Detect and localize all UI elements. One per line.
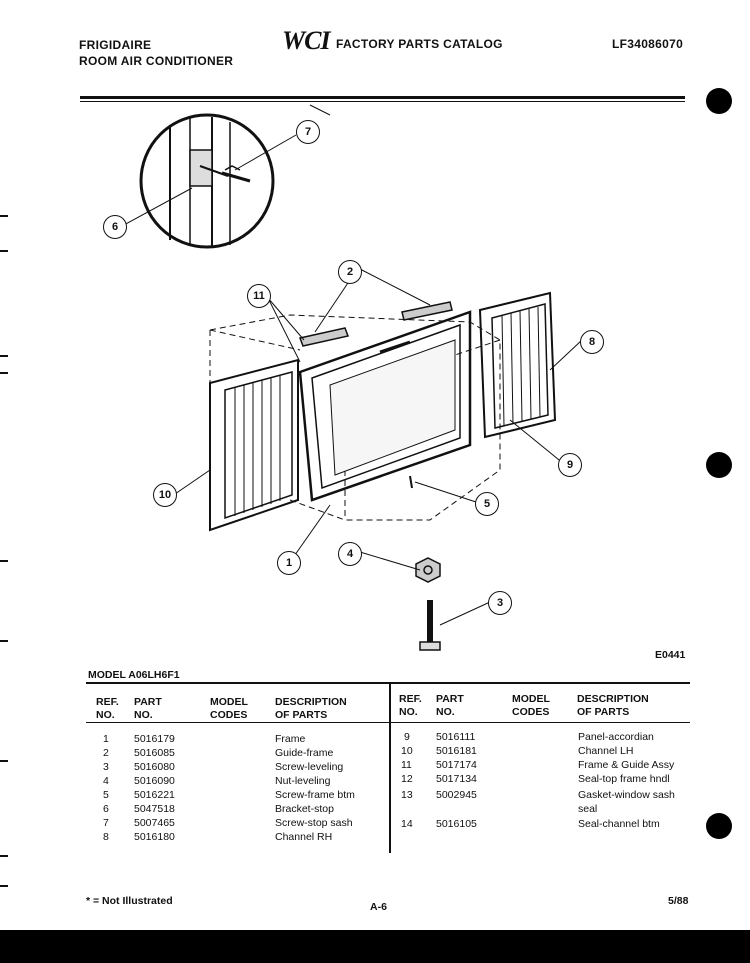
wci-logo: WCI [282, 26, 330, 55]
ref-no: 4 [103, 775, 109, 787]
table-top-rule [86, 682, 690, 684]
ref-no: 12 [401, 773, 413, 785]
brand-name: FRIGIDAIRE [79, 38, 152, 52]
part-no: 5047518 [134, 803, 175, 815]
callout-4: 4 [338, 542, 362, 566]
ref-no: 9 [404, 731, 410, 743]
binder-hole-bottom [706, 813, 732, 839]
diagram-code: E0441 [655, 649, 686, 661]
description: seal [578, 803, 598, 815]
header-rule [80, 96, 685, 99]
ref-no: 1 [103, 733, 109, 745]
catalog-number: LF34086070 [612, 37, 684, 51]
catalog-title: FACTORY PARTS CATALOG [336, 37, 503, 51]
callout-11: 11 [247, 284, 271, 308]
part-no: 5016080 [134, 761, 175, 773]
description: Gasket-window sash [578, 789, 675, 801]
description: Bracket-stop [275, 803, 334, 815]
scan-bottom-edge [0, 930, 750, 963]
part-no: 5007465 [134, 817, 175, 829]
part-no: 5002945 [436, 789, 477, 801]
callout-2: 2 [338, 260, 362, 284]
description: Screw-leveling [275, 761, 344, 773]
footer-note: * = Not Illustrated [86, 895, 173, 907]
ref-no: 5 [103, 789, 109, 801]
callout-9: 9 [558, 453, 582, 477]
part-no: 5016085 [134, 747, 175, 759]
callout-5: 5 [475, 492, 499, 516]
part-no: 5016105 [436, 818, 477, 830]
table-column-divider [389, 683, 391, 853]
ref-no: 14 [401, 818, 413, 830]
col-description-header: DESCRIPTION OF PARTS [275, 696, 347, 721]
col-part-no-header: PART NO. [134, 696, 162, 721]
description: Seal-top frame hndl [578, 773, 670, 785]
col-part-no-header-right: PART NO. [436, 693, 464, 718]
part-no: 5016090 [134, 775, 175, 787]
ref-no: 11 [401, 759, 412, 771]
ref-no: 3 [103, 761, 109, 773]
exploded-parts-diagram [0, 100, 750, 670]
description: Guide-frame [275, 747, 334, 759]
scan-mark [0, 760, 8, 762]
description: Panel-accordian [578, 731, 654, 743]
col-model-codes-header-right: MODEL CODES [512, 693, 550, 718]
col-ref-no-header: REF. NO. [96, 696, 119, 721]
model-label: MODEL A06LH6F1 [88, 669, 180, 681]
callout-3: 3 [488, 591, 512, 615]
description: Frame [275, 733, 306, 745]
part-no: 5016179 [134, 733, 175, 745]
col-ref-no-header-right: REF. NO. [399, 693, 422, 718]
ref-no: 6 [103, 803, 109, 815]
part-no: 5017174 [436, 759, 477, 771]
description: Frame & Guide Assy [578, 759, 675, 771]
callout-10: 10 [153, 483, 177, 507]
scan-mark [0, 885, 8, 887]
description: Channel RH [275, 831, 333, 843]
callout-8: 8 [580, 330, 604, 354]
ref-no: 2 [103, 747, 109, 759]
footer-date: 5/88 [668, 895, 689, 907]
callout-1: 1 [277, 551, 301, 575]
ref-no: 13 [401, 789, 413, 801]
part-no: 5016111 [436, 731, 476, 743]
scan-mark [0, 855, 8, 857]
part-no: 5016181 [436, 745, 477, 757]
ref-no: 10 [401, 745, 413, 757]
description: Screw-stop sash [275, 817, 353, 829]
product-name: ROOM AIR CONDITIONER [79, 54, 234, 68]
description: Nut-leveling [275, 775, 331, 787]
ref-no: 8 [103, 831, 109, 843]
table-header-rule [86, 722, 690, 723]
description: Screw-frame btm [275, 789, 355, 801]
page-number: A-6 [370, 901, 387, 913]
description: Seal-channel btm [578, 818, 660, 830]
callout-7: 7 [296, 120, 320, 144]
col-description-header-right: DESCRIPTION OF PARTS [577, 693, 649, 718]
part-no: 5016180 [134, 831, 175, 843]
part-no: 5016221 [134, 789, 175, 801]
callout-6: 6 [103, 215, 127, 239]
ref-no: 7 [103, 817, 109, 829]
col-model-codes-header: MODEL CODES [210, 696, 248, 721]
left-accordion-panel [210, 360, 298, 530]
description: Channel LH [578, 745, 634, 757]
part-no: 5017134 [436, 773, 477, 785]
